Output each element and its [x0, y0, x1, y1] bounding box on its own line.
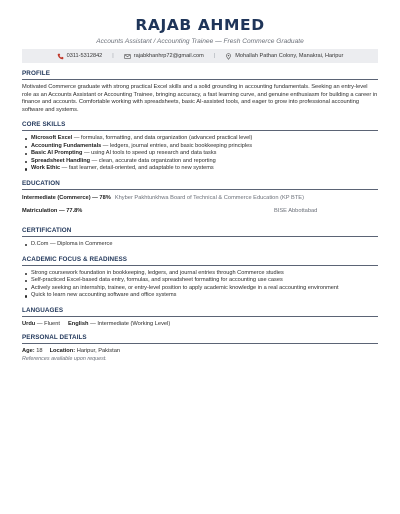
- list-item: [22, 165, 378, 173]
- contact-separator: |: [112, 53, 114, 59]
- contact-address: [225, 53, 343, 60]
- age-label: Age:: [22, 347, 35, 354]
- list-item: Self-practiced Excel-based data entry, formulas, and spreadsheet formatting for accounting use cases: [22, 277, 378, 285]
- contact-phone: [57, 53, 103, 60]
- education-entry: [22, 208, 378, 214]
- core-skills-section: [22, 121, 378, 173]
- education-section: [22, 180, 378, 214]
- education-entry: [22, 195, 378, 201]
- section-title: ACADEMIC FOCUS & READINESS: [22, 256, 378, 266]
- language-label: Urdu: [22, 320, 36, 327]
- contact-email: [124, 53, 204, 60]
- phone-icon: [57, 53, 64, 60]
- location-label: Location:: [49, 347, 76, 354]
- section-title: PROFILE: [22, 70, 378, 80]
- section-title: EDUCATION: [22, 180, 378, 190]
- skill-label: Spreadsheet Handling: [31, 157, 91, 164]
- section-title: LANGUAGES: [22, 307, 378, 317]
- section-title: CERTIFICATION: [22, 227, 378, 237]
- list-item: [22, 158, 378, 166]
- section-title: PERSONAL DETAILS: [22, 334, 378, 344]
- languages-row: [22, 321, 378, 327]
- institution: BISE Abbottabad: [274, 207, 318, 214]
- list-item: D.Com — Diploma in Commerce: [22, 241, 378, 249]
- academic-focus-section: [22, 256, 378, 300]
- skill-detail: — using AI tools to speed up research and data tasks: [82, 150, 217, 157]
- personal-details-row: [22, 348, 378, 354]
- location-value: Haripur, Pakistan: [75, 347, 121, 354]
- language-level: — Fluent: [35, 320, 60, 327]
- phone-number: 0311-5312842: [66, 53, 103, 59]
- skill-label: Work Ethic: [31, 165, 61, 172]
- email-address[interactable]: rajabkhanhrp72@gmail.com: [133, 53, 204, 59]
- list-item: Quick to learn new accounting software and office systems: [22, 292, 378, 300]
- envelope-icon: [124, 53, 131, 60]
- languages-section: [22, 307, 378, 327]
- skill-label: Microsoft Excel: [31, 135, 73, 141]
- skill-detail: — ledgers, journal entries, and basic bookkeeping principles: [101, 142, 253, 149]
- list-item: Strong coursework foundation in bookkeeping, ledgers, and journal entries through Commerce studies: [22, 270, 378, 278]
- skill-detail: — fast learner, detail-oriented, and adaptable to new systems: [60, 165, 214, 172]
- references-note: References available upon request.: [22, 355, 107, 362]
- skill-detail: — formulas, formatting, and data organization (advanced practical level): [72, 135, 253, 141]
- section-title: CORE SKILLS: [22, 121, 378, 131]
- degree: Intermediate (Commerce) — 78%: [22, 194, 111, 201]
- candidate-name: RAJAB AHMED: [135, 16, 265, 34]
- age-value: 18: [34, 347, 43, 354]
- list-item: Actively seeking an internship, trainee, or entry-level position to apply academic knowledge in a real accounting environment: [22, 285, 378, 293]
- skill-label: Accounting Fundamentals: [31, 142, 102, 149]
- profile-text: Motivated Commerce graduate with strong practical Excel skills and a solid grounding in accounting fundamentals. Seeking an entry-level role as an Accounts Assistant or Accounting Trainee, bringing accuracy, a fast learning curve, and genuine enthusiasm for building a career in finance and accounts. Comfortable working with spreadsheets, basic AI-assisted tools, and eager to grow into professional accounting software and systems.: [22, 84, 378, 113]
- address-text: Mohallah Pathan Colony, Manakrai, Haripur: [235, 53, 344, 59]
- skill-detail: — clean, accurate data organization and reporting: [90, 157, 216, 164]
- list-item: [22, 150, 378, 158]
- list-item: [22, 135, 378, 143]
- language-level: — Intermediate (Working Level): [88, 320, 171, 327]
- contact-separator: |: [213, 53, 216, 59]
- contact-bar: [22, 49, 378, 63]
- degree: Matriculation — 77.8%: [22, 207, 83, 214]
- profile-section: [22, 70, 378, 114]
- skill-label: Basic AI Prompting: [31, 150, 83, 157]
- institution: Khyber Pakhtunkhwa Board of Technical & Commerce Education (KP BTE): [114, 194, 304, 201]
- job-title-subtitle: Accounts Assistant / Accounting Trainee — Fresh Commerce Graduate: [96, 38, 304, 45]
- list-item: [22, 143, 378, 151]
- personal-details-section: [22, 334, 378, 362]
- language-label: English: [67, 320, 89, 327]
- location-pin-icon: [225, 53, 232, 60]
- certification-section: [22, 227, 378, 249]
